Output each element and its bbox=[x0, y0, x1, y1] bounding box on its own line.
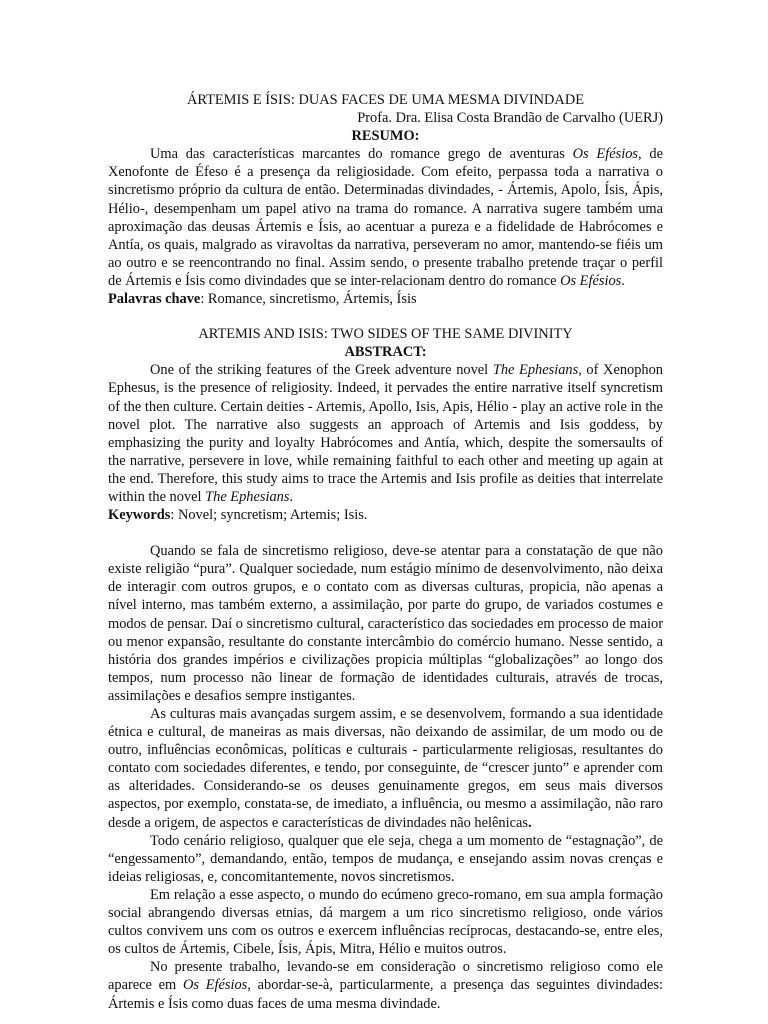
author-line: Profa. Dra. Elisa Costa Brandão de Carvalho (UERJ) bbox=[357, 110, 663, 127]
palavras-chave-label: Palavras chave bbox=[108, 291, 201, 308]
keywords-label: Keywords bbox=[108, 507, 171, 524]
book-title-italic: The Ephesians bbox=[205, 488, 290, 505]
abstract-heading: ABSTRACT: bbox=[344, 344, 427, 361]
document-content bbox=[108, 91, 663, 1013]
body-paragraph-5: No presente trabalho, levando-se em consideração o sincretismo religioso como ele aparece em Os Efésios, abordar-se-à, particularmente, a presença das seguintes divindades: Ártemis e Ísis como duas faces de uma mesma divindade. bbox=[108, 959, 663, 1012]
title-portuguese: ÁRTEMIS E ÍSIS: DUAS FACES DE UMA MESMA DIVINDADE bbox=[186, 92, 585, 108]
palavras-chave-line: Palavras chave: Romance, sincretismo, Ártemis, Ísis bbox=[108, 291, 417, 308]
book-title-italic: Os Efésios bbox=[560, 272, 622, 289]
book-title-italic: The Ephesians bbox=[492, 362, 579, 379]
book-title-italic: Os Efésios bbox=[182, 977, 248, 994]
keywords-line: Keywords: Novel; syncretism; Artemis; Isis. bbox=[108, 507, 368, 524]
abstract-paragraph: One of the striking features of the Greek adventure novel The Ephesians, of Xenophon Ephesus, is the presence of religiosity. Indeed, it pervades the entire narrative itself syncretism of the then culture. Certain deities - Artemis, Apollo, Isis, Apis, Hélio - play an active role in the novel plot. The narrative also suggests an approach of Artemis and Isis goddess, by emphasizing the purity and loyalty Habrócomes and Antía, which, despite the somersaults of the narrative, persevere in love, while remaining faithful to each other and meeting up again at the end. Therefore, this study aims to trace the Artemis and Isis profile as deities that interrelate within the novel The Ephesians. bbox=[108, 362, 664, 505]
body-paragraph-3: Todo cenário religioso, qualquer que ele seja, chega a um momento de “estagnação”, de “engessamento”, demandando, então, tempos de mudança, e ensejando assim novas crenças e ideias religiosas, e, concomitantemente, novos sincretismos. bbox=[108, 832, 663, 885]
body-paragraph-4: Em relação a esse aspecto, o mundo do ecúmeno greco-romano, em sua ampla formação social abrangendo diversas etnias, dá margem a um rico sincretismo religioso, onde vários cultos convivem uns com os outros e exercem influências recíprocas, destacando-se, entre eles, os cultos de Ártemis, Cibele, Ísis, Ápis, Mitra, Hélio e muitos outros. bbox=[108, 886, 663, 958]
resumo-paragraph: Uma das características marcantes do romance grego de aventuras Os Efésios, de Xenofonte de Éfeso é a presença da religiosidade. Com efeito, perpassa toda a narrativa o sincretismo próprio da cultura de então. Determinadas divindades, - Ártemis, Apolo, Ísis, Ápis, Hélio-, desempenham um papel ativo na trama do romance. A narrativa sugere também uma aproximação das deusas Ártemis e Ísis, ao acentuar a pureza e a fidelidade de Habrócomes e Antía, os quais, malgrado as viravoltas da narrativa, perseveram no amor, mantendo-se fiéis um ao outro e se reencontrando no final. Assim sendo, o presente trabalho pretende traçar o perfil de Ártemis e Ísis como divindades que se inter-relacionam dentro do romance Os Efésios. bbox=[108, 146, 663, 289]
body-paragraph-1: Quando se fala de sincretismo religioso, deve-se atentar para a constatação de que não existe religião “pura”. Qualquer sociedade, num estágio mínimo de desenvolvimento, não deixa de interagir com outros grupos, e o contato com as diversas culturas, propicia, não apenas a nível interno, mas também externo, a assimilação, por parte do grupo, de variados costumes e modos de pensar. Daí o sincretismo cultural, característico das sociedades em processo de maior ou menor expansão, resultante do constante intercâmbio do comércio humano. Nesse sentido, a história dos grandes impérios e civilizações propicia múltiplas “globalizações” ao longo dos tempos, num processo não linear de formação de identidades culturais, através de trocas, assimilações e desafios sempre instigantes. bbox=[108, 543, 663, 704]
body-paragraph-2: As culturas mais avançadas surgem assim, e se desenvolvem, formando a sua identidade étnica e cultural, de maneiras as mais diversas, não deixando de assimilar, de um modo ou de outro, influências econômicas, políticas e culturais - particularmente religiosas, resultantes do contato com sociedades diferentes, e tendo, por conseguinte, de “crescer junto” e aprender com as alteridades. Considerando-se os deuses genuinamente gregos, em seus mais diversos aspectos, por exemplo, constata-se, de imediato, a influência, ou mesmo a assimilação, não raro desde a origem, de aspectos e características de divindades não helênicas. bbox=[108, 706, 663, 831]
book-title-italic: Os Efésios bbox=[572, 146, 638, 163]
title-english: ARTEMIS AND ISIS: TWO SIDES OF THE SAME DIVINITY bbox=[198, 326, 573, 343]
resumo-heading: RESUMO: bbox=[351, 128, 420, 145]
